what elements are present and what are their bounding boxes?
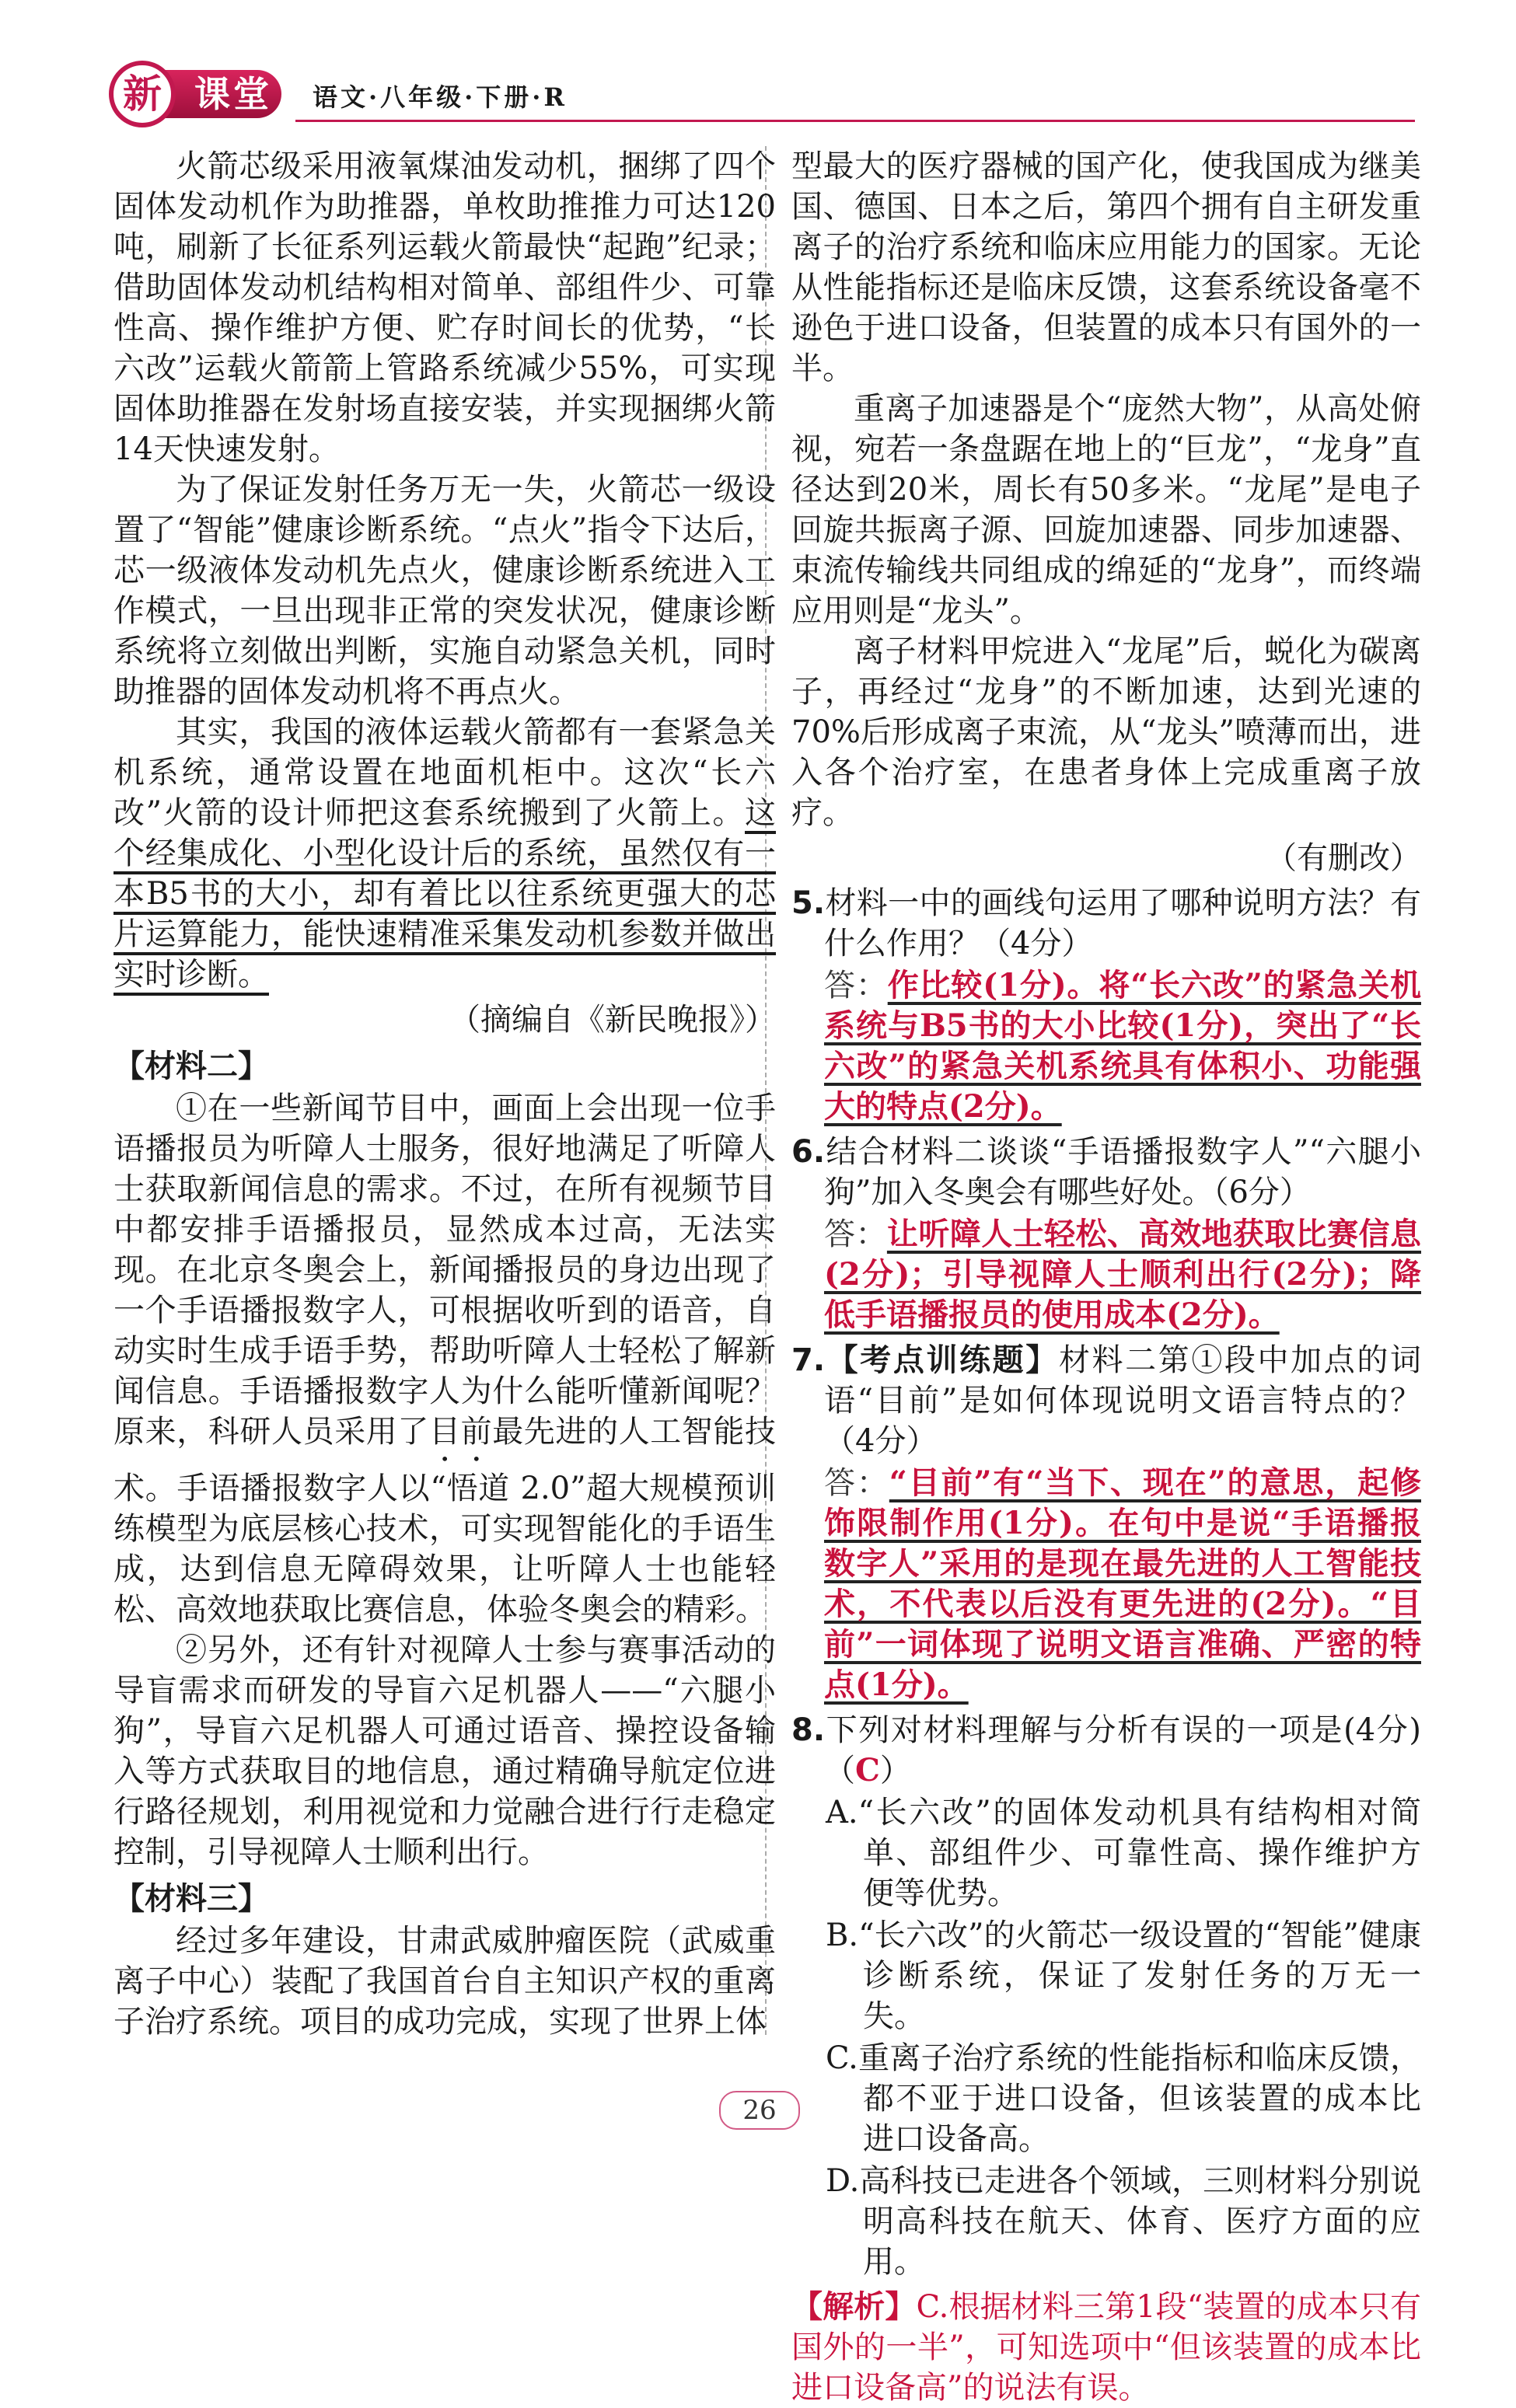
dotted-word: 目前 bbox=[429, 1414, 493, 1450]
analysis-text: C.根据材料三第1段“装置的成本只有国外的一半”，可知选项中“但该装置的成本比进口设备高”的说法有误。 bbox=[791, 2289, 1422, 2406]
question-8-answer: C bbox=[855, 1752, 880, 1789]
question-6 bbox=[791, 1132, 1421, 1213]
m2p1-part-b: 最先进的人工智能技术。手语播报数字人以“悟道 2.0”超大规模预训练模型为底层核心技术，可实现智能化的手语生成，达到信息无障碍效果，让听障人士也能轻松、高效地获取比赛信息，体验冬奥会的精彩。 bbox=[114, 1414, 777, 1628]
question-7 bbox=[791, 1340, 1421, 1461]
answer-5-text: 作比较(1分)。将“长六改”的紧急关机系统与B5书的大小比较(1分)，突出了“长六改”的紧急关机系统具有体积小、功能强大的特点(2分)。 bbox=[824, 967, 1421, 1125]
right-column bbox=[791, 146, 1421, 2408]
option-a: A.“长六改”的固体发动机具有结构相对简单、部组件少、可靠性高、操作维护方便等优势。 bbox=[826, 1795, 1421, 1911]
page-number: 26 bbox=[719, 2091, 800, 2130]
answer-6-prefix: 答： bbox=[824, 1216, 887, 1252]
material3-paragraph-2: 重离子加速器是个“庞然大物”，从高处俯视，宛若一条盘踞在地上的“巨龙”，“龙身”直径达到20米，周长有50多米。“龙尾”是电子回旋共振离子源、回旋加速器、同步加速器、束流传输线共同组成的绵延的“龙身”，而终端应用则是“龙头”。 bbox=[791, 391, 1421, 629]
answer-6-text: 让听障人士轻松、高效地获取比赛信息(2分)；引导视障人士顺利出行(2分)；降低手语播报员的使用成本(2分)。 bbox=[824, 1216, 1422, 1333]
material1-paragraph-1: 火箭芯级采用液氧煤油发动机，捆绑了四个固体发动机作为助推器，单枚助推推力可达120吨，刷新了长征系列运载火箭最快“起跑”纪录；借助固体发动机结构相对简单、部组件少、可靠性高、操作维护方便、贮存时间长的优势，“长六改”运载火箭箭上管路系统减少55%，可实现固体助推器在发射场直接安装，并实现捆绑火箭14天快速发射。 bbox=[114, 148, 776, 467]
source-citation-1: （摘编自《新民晚报》） bbox=[449, 1002, 776, 1038]
question-5-text: 材料一中的画线句运用了哪种说明方法？有什么作用？（4分） bbox=[824, 885, 1421, 961]
material2-heading: 【材料二】 bbox=[114, 1049, 269, 1084]
left-column bbox=[114, 146, 776, 2042]
source-citation-2: （有删改） bbox=[1266, 840, 1421, 876]
material3-paragraph-1-cont: 型最大的医疗器械的国产化，使我国成为继美国、德国、日本之后，第四个拥有自主研发重离子的治疗系统和临床应用能力的国家。无论从性能指标还是临床反馈，这套系统设备毫不逊色于进口设备，但装置的成本只有国外的一半。 bbox=[791, 148, 1421, 386]
option-c: C.重离子治疗系统的性能指标和临床反馈，都不亚于进口设备，但该装置的成本比进口设备高。 bbox=[826, 2040, 1421, 2157]
paragraph-3-plain: 其实，我国的液体运载火箭都有一套紧急关机系统，通常设置在地面机柜中。这次“长六改”火箭的设计师把这套系统搬到了火箭上。 bbox=[114, 714, 776, 831]
material3-paragraph-3: 离子材料甲烷进入“龙尾”后，蜕化为碳离子，再经过“龙身”的不断加速，达到光速的70%后形成离子束流，从“龙头”喷薄而出，进入各个治疗室，在患者身体上完成重离子放疗。 bbox=[791, 633, 1421, 831]
question-5-number: 5. bbox=[791, 885, 826, 921]
option-b: B.“长六改”的火箭芯一级设置的“智能”健康诊断系统，保证了发射任务的万无一失。 bbox=[826, 1918, 1421, 2034]
logo-text: 课堂 bbox=[194, 73, 272, 115]
question-5 bbox=[791, 883, 1421, 964]
answer-7 bbox=[791, 1463, 1421, 1705]
analysis bbox=[791, 2287, 1421, 2408]
material2-paragraph-2: ②另外，还有针对视障人士参与赛事活动的导盲需求而研发的导盲六足机器人——“六腿小狗”，导盲六足机器人可通过语音、操控设备输入等方式获取目的地信息，通过精确导航定位进行路径规划，利用视觉和力觉融合进行行走稳定控制，引导视障人士顺利出行。 bbox=[114, 1632, 776, 1870]
question-8-close: ） bbox=[879, 1753, 911, 1789]
question-8-text: 下列对材料理解与分析有误的一项是(4分)（ bbox=[824, 1712, 1421, 1789]
book-subtitle: 语文·八年级·下册·R bbox=[313, 82, 568, 112]
page-header bbox=[109, 61, 1415, 131]
material2-paragraph-1 bbox=[114, 1088, 776, 1630]
underlined-sentence: 这个经集成化、小型化设计后的系统，虽然仅有一本B5书的大小，却有着比以往系统更强大的芯片运算能力，能快速精准采集发动机参数并做出实时诊断。 bbox=[114, 795, 776, 993]
question-8 bbox=[791, 1710, 1421, 1791]
question-7-number: 7. bbox=[791, 1342, 826, 1378]
answer-5-prefix: 答： bbox=[824, 968, 888, 1003]
answer-6 bbox=[791, 1214, 1421, 1335]
answer-7-text: “目前”有“当下、现在”的意思，起修饰限制作用(1分)。在句中是说“手语播报数字人”采用的是现在最先进的人工智能技术，不代表以后没有更先进的(2分)。“目前”一词体现了说明文语言准确、严密的特点(1分)。 bbox=[824, 1464, 1422, 1703]
material3-heading: 【材料三】 bbox=[114, 1881, 269, 1917]
header-rule bbox=[295, 120, 1415, 122]
material1-paragraph-3 bbox=[114, 712, 776, 995]
material1-paragraph-2: 为了保证发射任务万无一失，火箭芯一级设置了“智能”健康诊断系统。“点火”指令下达后，芯一级液体发动机先点火，健康诊断系统进入工作模式，一旦出现非正常的突发状况，健康诊断系统将立刻做出判断，实施自动紧急关机，同时助推器的固体发动机将不再点火。 bbox=[114, 472, 776, 710]
question-7-tag: 【考点训练题】 bbox=[825, 1342, 1059, 1378]
question-6-number: 6. bbox=[791, 1134, 826, 1170]
question-7-text: 材料二第①段中加点的词语“目前”是如何体现说明文语言特点的？（4分） bbox=[824, 1342, 1421, 1459]
question-8-number: 8. bbox=[791, 1712, 826, 1748]
analysis-tag: 【解析】 bbox=[791, 2288, 917, 2325]
answer-5 bbox=[791, 965, 1421, 1127]
material3-paragraph-1: 经过多年建设，甘肃武威肿瘤医院（武威重离子中心）装配了我国首台自主知识产权的重离子治疗系统。项目的成功完成，实现了世界上体 bbox=[114, 1923, 776, 2040]
question-6-text: 结合材料二谈谈“手语播报数字人”“六腿小狗”加入冬奥会有哪些好处。（6分） bbox=[824, 1134, 1421, 1210]
option-d: D.高科技已走进各个领域，三则材料分别说明高科技在航天、体育、医疗方面的应用。 bbox=[826, 2163, 1421, 2280]
logo-ring: 新 bbox=[109, 61, 176, 127]
m2p1-part-a: ①在一些新闻节目中，画面上会出现一位手语播报员为听障人士服务，很好地满足了听障人士获取新闻信息的需求。不过，在所有视频节目中都安排手语播报员，显然成本过高，无法实现。在北京冬奥会上，新闻播报员的身边出现了一个手语播报数字人，可根据收听到的语音，自动实时生成手语手势，帮助听障人士轻松了解新闻信息。手语播报数字人为什么能听懂新闻呢？原来，科研人员采用了 bbox=[114, 1091, 776, 1450]
answer-7-prefix: 答： bbox=[824, 1465, 889, 1501]
